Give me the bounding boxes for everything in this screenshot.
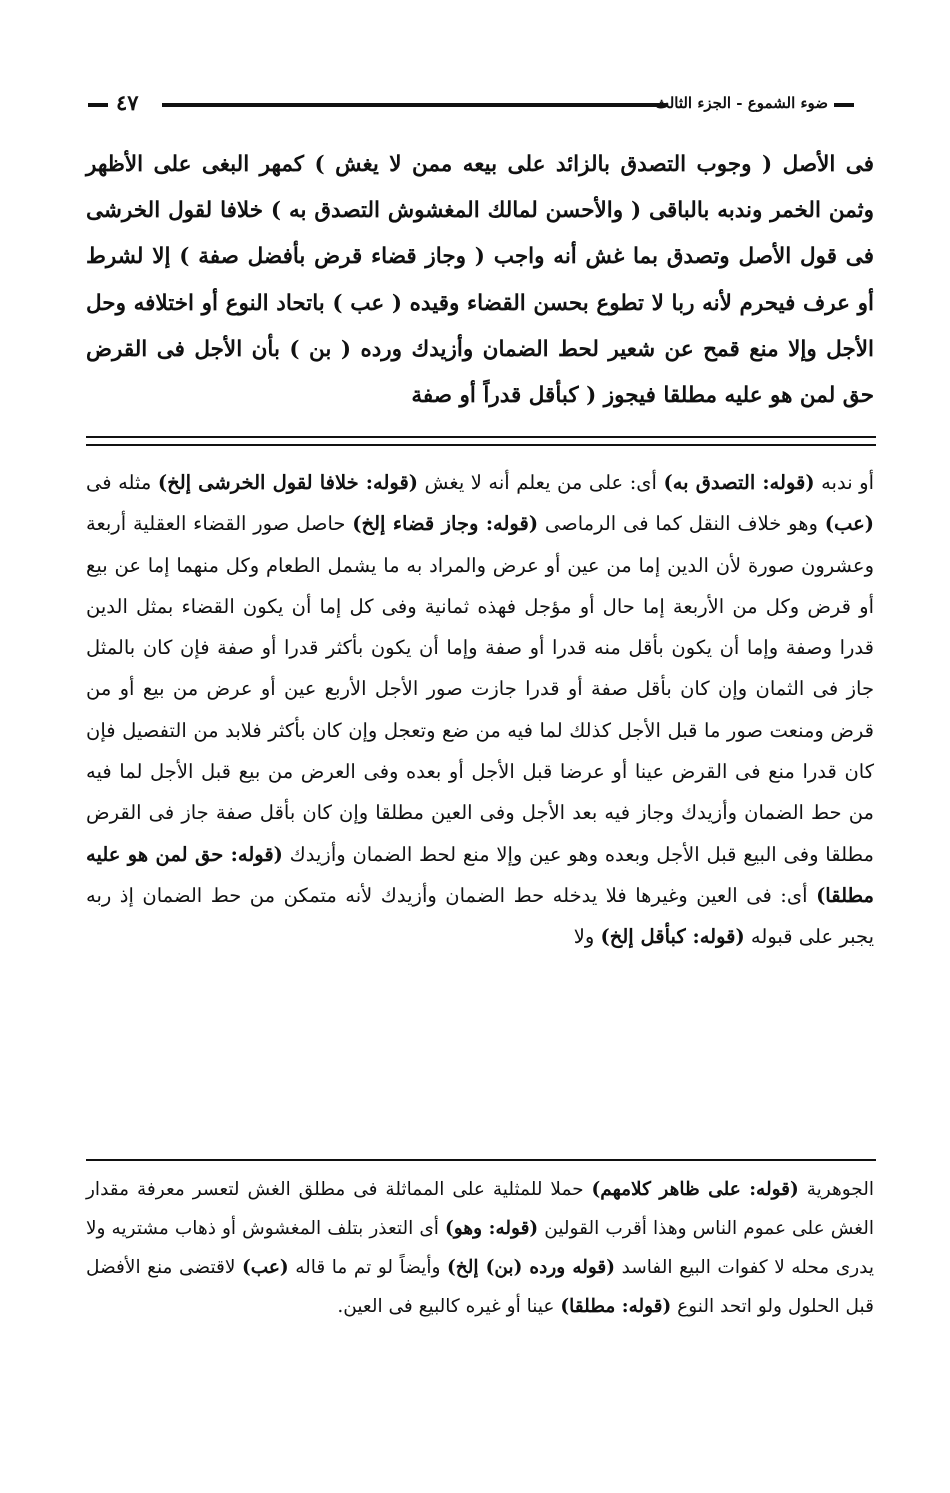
footnote-separator: [86, 1159, 876, 1161]
commentary-text: أى: فى العين وغيرها فلا يدخله حط الضمان وأزيدك لأنه متمكن من حط الضمان إذ ربه يجبر على قبوله: [86, 883, 874, 949]
commentary-text: أو ندبه: [814, 471, 875, 494]
commentary-block: [86, 462, 874, 958]
main-text: فى الأصل ( وجوب التصدق بالزائد على بيعه ممن لا يغش ) كمهر البغى على الأظهر وثمن الخمر وندبه بالباقى ( والأحسن لمالك المغشوش التصدق به ) خلافا لقول الخرشى فى قول الأصل وتصدق بما غش أنه واجب ( وجاز قضاء قرض بأفضل صفة ) إلا لشرط أو عرف فيحرم لأنه ربا لا تطوع بحسن القضاء وقيده ( عب ) باتحاد النوع أو اختلافه وحل الأجل وإلا منع قمح عن شعير لحط الضمان وأزيدك ورده ( بن ) بأن الأجل فى القرض حق لمن هو عليه مطلقا فيجوز ( كبأقل قدراً أو صفة: [86, 152, 874, 409]
commentary-lemma: (عب): [824, 512, 874, 536]
footnote-lemma: (قوله: مطلقا): [560, 1296, 672, 1317]
header-dash-right: [834, 103, 854, 107]
footnote-text: الجوهرية: [798, 1179, 875, 1200]
footnote-lemma: (قوله ورده (بن) إلخ): [447, 1257, 616, 1278]
commentary-text: ولا: [573, 925, 601, 949]
footnote-lemma: (عب): [241, 1257, 289, 1278]
header-dash-left: [88, 103, 108, 107]
footnote-text: عينا أو غيره كالبيع فى العين.: [337, 1296, 561, 1317]
footnote-lemma: (قوله: وهو): [445, 1218, 539, 1239]
running-title: ضوء الشموع - الجزء الثالث: [654, 94, 828, 112]
footnotes-block: [86, 1170, 874, 1326]
commentary-text: وهو خلاف النقل كما فى الرماصى: [538, 512, 825, 536]
header-rule: [162, 103, 668, 107]
page-number: ٤٧: [116, 90, 139, 115]
commentary-lemma: (قوله: وجاز قضاء إلخ): [352, 512, 539, 536]
footnote-lemma: (قوله: على ظاهر كلامهم): [591, 1179, 799, 1200]
commentary-paragraph: [86, 462, 874, 958]
footnote-text: لاقتضى منع الأفضل قبل الحلول ولو اتحد النوع: [86, 1257, 874, 1317]
commentary-lemma: (قوله: التصدق به): [663, 471, 815, 494]
commentary-lemma: (قوله: كبأقل إلخ): [600, 925, 745, 949]
commentary-lemma: (قوله: خلافا لقول الخرشى إلخ): [157, 471, 419, 494]
commentary-lemma: (قوله: حق لمن هو عليه مطلقا): [86, 842, 874, 907]
running-header: [88, 88, 854, 118]
footnote-text: وأيضاً لو تم ما قاله: [288, 1257, 448, 1278]
commentary-text: أى: على من يعلم أنه لا يغش: [418, 471, 664, 494]
footnote-paragraph: [86, 1170, 874, 1326]
commentary-text: حاصل صور القضاء العقلية أربعة وعشرون صورة لأن الدين إما من عين أو عرض والمراد به ما يشمل الطعام وكل منهما إما عن بيع أو قرض وكل من الأربعة إما حال أو مؤجل فهذه ثمانية وفى كل إما أن يكون القضاء بمثل الدين قدرا وصفة وإما أن يكون بأقل منه قدرا أو صفة وإما أن يكون بأكثر قدرا أو صفة فإن كان بالمثل جاز فى الثمان وإن كان بأقل صفة أو قدرا جازت صور الأجل الأربع عين أو عرض من بيع أو من قرض ومنعت صور ما قبل الأجل كذلك لما فيه من ضع وتعجل وإن كان بأكثر فلابد من التفصيل فإن كان قدرا منع فى القرض عينا أو عرضا قبل الأجل أو بعده وفى العرض من بيع قبل الأجل لما فيه من حط الضمان وأزيدك وجاز فيه بعد الأجل وفى العين مطلقا وإن كان بأقل صفة جاز فى القرض مطلقا وفى البيع قبل الأجل وبعده وهو عين وإلا منع لحط الضمان وأزيدك: [86, 512, 874, 866]
footnote-text: حملا للمثلية على المماثلة فى مطلق الغش لتعسر معرفة مقدار الغش على عموم الناس وهذا أقرب القولين: [86, 1179, 874, 1239]
footnote-text: أى التعذر بتلف المغشوش أو ذهاب مشتريه ولا يدرى محله لا كفوات البيع الفاسد: [86, 1218, 874, 1278]
commentary-text: مثله فى: [86, 471, 158, 494]
main-text-block: [86, 142, 874, 419]
main-text-separator: [86, 436, 876, 446]
